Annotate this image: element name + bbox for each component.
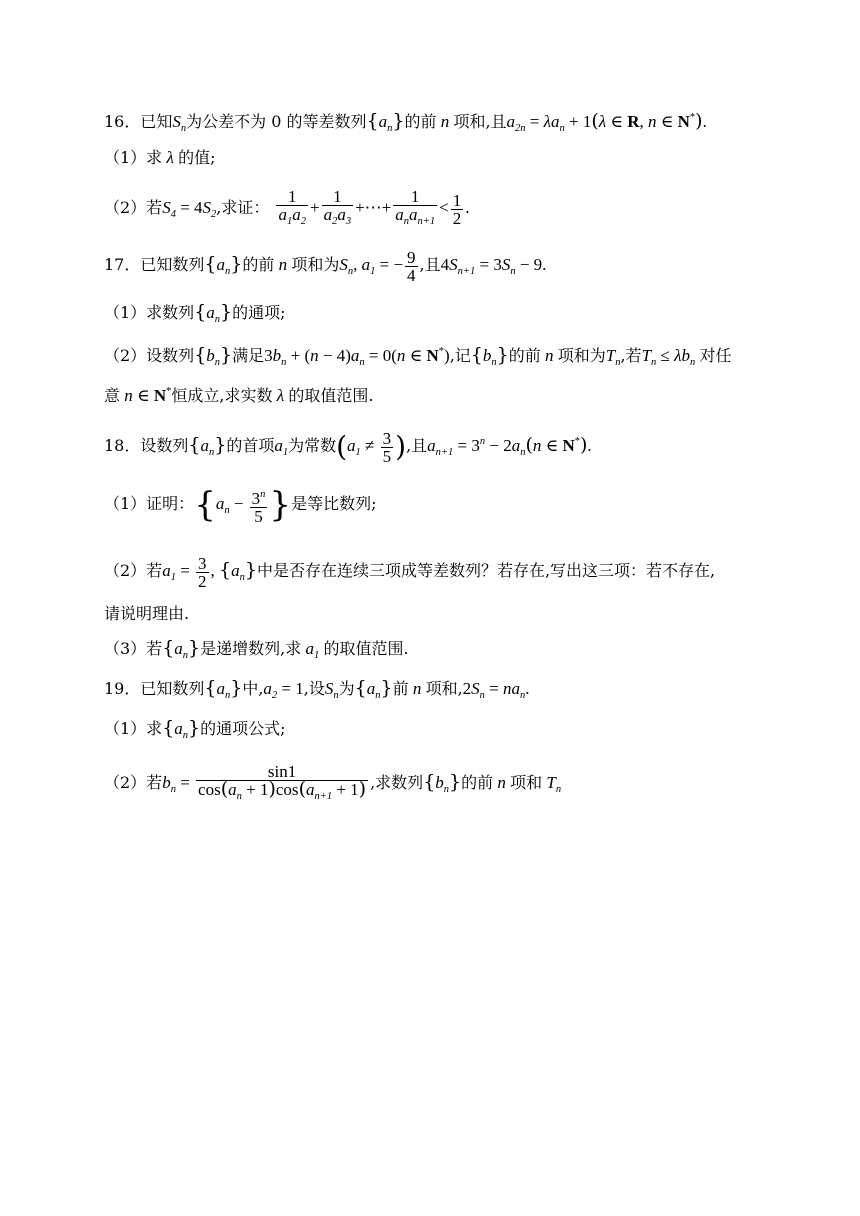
problem-19-part2: （2）若$b_n$ = $\frac{\sin 1}{\cos(a_n + 1)\cos(a_{n+1} + 1)}$ ,求数列$\{b_n\}$的前 n 项和 $T_n$ [104, 758, 561, 814]
problem-17-part1: （1）求数列$\{a_n\}$的通项; [104, 301, 286, 325]
problem-17-part2-line2: 意 n ∈ N*恒成立,求实数 λ 的取值范围. [104, 386, 374, 405]
p16-inequality-formula: $\frac{1}{a_1a_2}$ + $\frac{1}{a_2a_3}$ +⋯+ $\frac{1}{a_na_{n+1}}$ < $\frac{1}{2}$ . [274, 198, 469, 217]
p16-condition-formula: $a_{2n} = \lambda a_n + 1(\lambda$ ∈ R, n ∈ N*). [506, 110, 707, 134]
problem-18-part1: （1）证明：{$a_n$ − $\frac{3^n}{5}$ }是等比数列; [104, 485, 377, 526]
p17-recurrence-formula: $4S_{n+1} = 3S_n - 9$. [440, 255, 547, 277]
problem-17-stem: 17．已知数列$\{a_n\}$的前 n 项和为$S_n$, $a_1$ = − $\frac{9}{4}$ ,且$4S_{n+1} = 3S_n - 9$. [104, 247, 547, 285]
problem-16-part1: （1）求 λ 的值; [104, 148, 216, 167]
problem-19-part1: （1）求$\{a_n\}$的通项公式; [104, 717, 286, 741]
p18-recurrence-formula: $a_{n+1} = 3^n - 2a_n(n$ ∈ N*). [427, 434, 592, 458]
problem-16-part2: （2）若$S_4 = 4S_2$,求证： $\frac{1}{a_1a_2}$ + $\frac{1}{a_2a_3}$ +⋯+ $\frac{1}{a_na_{n+1}}$ < $\frac{1}{2}$ . [104, 188, 469, 235]
p18-constant-condition: ($a_1$ ≠ $\frac{3}{5}$ ) [336, 428, 407, 466]
p18-geometric-sequence-formula: {$a_n$ − $\frac{3^n}{5}$ } [194, 485, 292, 526]
problem-18-part3: （3）若$\{a_n\}$是递增数列,求 $a_1$ 的取值范围. [104, 637, 409, 661]
problem-19-stem: 19．已知数列$\{a_n\}$中$,a_2 = 1$,设$S_n$为$\{a_n\}$前 n 项和$,2S_n = na_n$. [104, 677, 530, 701]
problem-16-stem: 16．已知$S_n$为公差不为 0 的等差数列$\{a_n\}$的前 n 项和,且$a_{2n} = \lambda a_n + 1(\lambda$ ∈ R, n ∈ N*). [104, 110, 707, 134]
problem-18-part2: （2）若$a_1$ = $\frac{3}{2}$ , $\{a_n\}$中是否存在连续三项成等差数列？若存在,写出这三项：若不存在, [104, 553, 716, 591]
p19-sum-relation: $2S_n = na_n$. [462, 679, 530, 701]
problem-18-stem: 18．设数列$\{a_n\}$的首项$a_1$为常数($a_1$ ≠ $\frac{3}{5}$ ),且$a_{n+1} = 3^n - 2a_n(n$ ∈ N*). [104, 428, 592, 466]
p17-bn-relation: $3b_n + (n - 4)a_n = 0(n$ ∈ N*) [264, 346, 450, 368]
problem-18-part2-line2: 请说明理由. [104, 604, 190, 623]
p19-bn-formula: $b_n$ = $\frac{\sin 1}{\cos(a_n + 1)\cos(a_{n+1} + 1)}$ [162, 773, 370, 792]
problem-17-part2: （2）设数列$\{b_n\}$满足$3b_n + (n - 4)a_n = 0(n$ ∈ N*),记$\{b_n\}$的前 n 项和为$T_n$,若$T_n \le \lambda b_n$ 对任 [104, 344, 732, 368]
